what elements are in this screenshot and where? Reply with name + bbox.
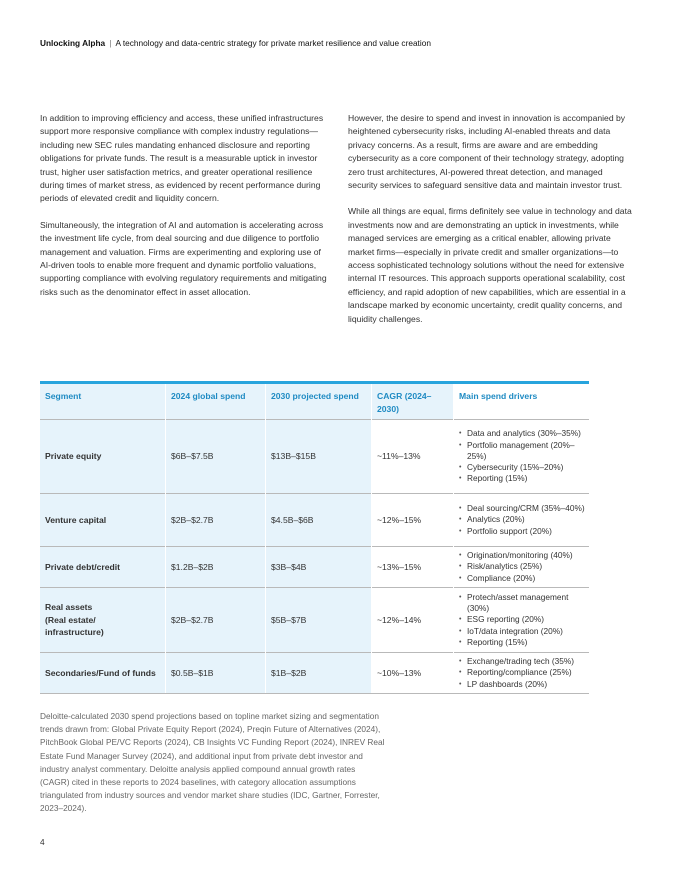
driver-item: • Reporting (15%)	[458, 637, 585, 648]
body-column-left	[40, 112, 333, 312]
report-title: Unlocking Alpha	[40, 38, 106, 48]
driver-item: • Reporting/compliance (25%)	[458, 667, 585, 678]
spend-2024-cell: $0.5B–$1B	[166, 653, 266, 694]
driver-item: • Risk/analytics (25%)	[458, 561, 585, 572]
source-note: Deloitte-calculated 2030 spend projections based on topline market sizing and segmentation trends drawn from: Global Private Equity Report (2024), Preqin Future of Alternatives (2024), PitchBook Global PE/VC Reports (2024), CB Insights VC Funding Report (2024), INREV Real Estate Fund Manager Survey (2024), and additional input from private debt investor and industry analyst commentary. Deloitte analysis applied compound annual growth rates (CAGR) cited in these reports to 2024 baselines, with category allocation assumptions triangulated from industry sources and vendor market share studies (IDC, Gartner, Forrester, 2023–2024).	[40, 711, 385, 814]
segment-line: infrastructure)	[45, 627, 104, 638]
column-header-cagr: CAGR (2024–2030)	[372, 383, 454, 420]
running-header	[40, 38, 431, 48]
driver-item: • LP dashboards (20%)	[458, 679, 585, 690]
drivers-cell	[454, 547, 590, 588]
driver-item: • Data and analytics (30%–35%)	[458, 428, 585, 439]
drivers-cell	[454, 588, 590, 653]
driver-item: • Portfolio support (20%)	[458, 526, 585, 537]
header-separator: |	[109, 38, 112, 48]
segment-cell: Private debt/credit	[40, 547, 166, 588]
paragraph: However, the desire to spend and invest in innovation is accompanied by heightened cybersecurity risks, including AI-enabled threats and data privacy concerns. As a result, firms are aware and are embedding cybersecurity as a core component of their technology strategy, adopting zero trust architectures, AI-powered threat detection, and managed security services to safeguard sensitive data and maintain investor trust.	[348, 113, 626, 191]
driver-item: • ESG reporting (20%)	[458, 614, 585, 625]
drivers-list	[458, 550, 585, 584]
cagr-cell: ~10%–13%	[372, 653, 454, 694]
table-row	[40, 547, 589, 588]
drivers-list	[458, 503, 585, 537]
paragraph: Simultaneously, the integration of AI and automation is accelerating across the investment life cycle, from deal sourcing and due diligence to portfolio management and valuation. Firms are experimenting and exploring use of AI-driven tools to enable more frequent and dynamic portfolio valuations, supporting compliance with evolving regulatory requirements and mitigating risks such as the denominator effect in asset allocation.	[40, 219, 327, 297]
column-header-2024-spend: 2024 global spend	[166, 383, 266, 420]
driver-item: • Deal sourcing/CRM (35%–40%)	[458, 503, 585, 514]
spend-2024-cell: $6B–$7.5B	[166, 420, 266, 494]
spend-2024-cell: $2B–$2.7B	[166, 494, 266, 547]
driver-item: • Compliance (20%)	[458, 573, 585, 584]
table-row	[40, 494, 589, 547]
paragraph: While all things are equal, firms definitely see value in technology and data investments now and are demonstrating an uptick in investments, while managed services are emerging as a critical enabler, allowing private market firms—especially in private credit and smaller organizations—to access sophisticated technology solutions without the need for extensive internal IT resources. This approach supports operational scalability, cost efficiency, and rapid adoption of new capabilities, which are essential in a landscape marked by economic uncertainty, credit quality concerns, and liquidity challenges.	[348, 206, 632, 324]
drivers-list	[458, 592, 585, 648]
column-header-segment: Segment	[40, 383, 166, 420]
cagr-cell: ~11%–13%	[372, 420, 454, 494]
driver-item: • Cybersecurity (15%–20%)	[458, 462, 585, 473]
paragraph: In addition to improving efficiency and access, these unified infrastructures support more responsive compliance with complex industry regulations—including new SEC rules mandating enhanced disclosure and reporting obligations for private funds. The result is a measurable uptick in investor trust, higher user satisfaction metrics, and greater operational resilience during times of market stress, as evidenced by recent performance during periods of elevated credit and liquidity concern.	[40, 113, 324, 204]
spend-table	[40, 381, 589, 694]
spend-2024-cell: $1.2B–$2B	[166, 547, 266, 588]
drivers-cell	[454, 420, 590, 494]
spend-2030-cell: $3B–$4B	[266, 547, 372, 588]
table-row	[40, 588, 589, 653]
spend-2030-cell: $4.5B–$6B	[266, 494, 372, 547]
driver-item: • Reporting (15%)	[458, 473, 585, 484]
segment-line: Real assets	[45, 602, 93, 613]
page-number: 4	[40, 837, 45, 847]
segment-cell: Private equity	[40, 420, 166, 494]
column-header-drivers: Main spend drivers	[454, 383, 590, 420]
table-row	[40, 420, 589, 494]
driver-item: • Protech/asset management (30%)	[458, 592, 585, 614]
drivers-cell	[454, 494, 590, 547]
driver-item: • Portfolio management (20%–25%)	[458, 440, 585, 462]
body-column-right	[348, 112, 634, 339]
table-header-row	[40, 383, 589, 420]
segment-cell	[40, 588, 166, 653]
spend-2030-cell: $1B–$2B	[266, 653, 372, 694]
drivers-list	[458, 428, 585, 484]
report-subtitle: A technology and data-centric strategy for private market resilience and value creation	[115, 38, 431, 48]
table-row	[40, 653, 589, 694]
cagr-cell: ~13%–15%	[372, 547, 454, 588]
driver-item: • IoT/data integration (20%)	[458, 626, 585, 637]
drivers-cell	[454, 653, 590, 694]
driver-item: • Analytics (20%)	[458, 514, 585, 525]
driver-item: • Origination/monitoring (40%)	[458, 550, 585, 561]
spend-2030-cell: $5B–$7B	[266, 588, 372, 653]
segment-cell: Secondaries/Fund of funds	[40, 653, 166, 694]
segment-line: (Real estate/	[45, 614, 96, 625]
segment-cell: Venture capital	[40, 494, 166, 547]
cagr-cell: ~12%–15%	[372, 494, 454, 547]
cagr-cell: ~12%–14%	[372, 588, 454, 653]
spend-2024-cell: $2B–$2.7B	[166, 588, 266, 653]
spend-2030-cell: $13B–$15B	[266, 420, 372, 494]
drivers-list	[458, 656, 585, 690]
driver-item: • Exchange/trading tech (35%)	[458, 656, 585, 667]
column-header-2030-spend: 2030 projected spend	[266, 383, 372, 420]
